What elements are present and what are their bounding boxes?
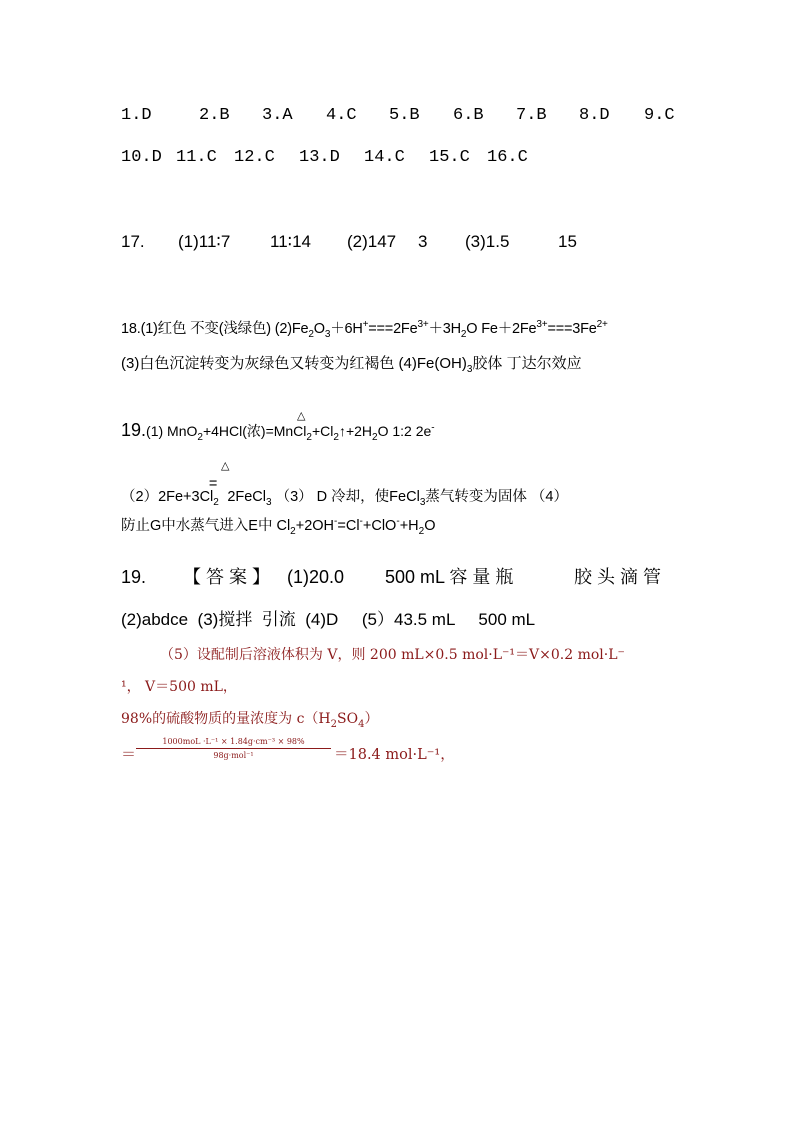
q17-part: (2)147 <box>347 232 397 251</box>
explanation-line-3 <box>121 708 378 728</box>
superscript: 3+ <box>417 319 429 331</box>
subscript: 4 <box>358 718 365 730</box>
q19-text: +2OH <box>295 518 335 534</box>
q17-part: (1)11∶7 <box>178 232 231 251</box>
q19-text: O <box>424 518 436 534</box>
q19b-line-1 <box>121 563 661 589</box>
q17-line <box>121 232 577 252</box>
subscript: 3 <box>466 364 473 375</box>
fraction-bar <box>136 748 331 749</box>
q19-text: =Cl <box>337 518 360 534</box>
q19a-line-3 <box>121 514 435 535</box>
q19-text: +4HCl(浓) <box>202 423 266 439</box>
q19-text: +H <box>399 518 419 534</box>
subscript: 2 <box>213 496 219 508</box>
subscript: 2 <box>306 431 312 443</box>
superscript: - <box>359 516 363 528</box>
q18-text: ===2Fe <box>368 321 418 337</box>
q19-text: （2）2Fe+3Cl <box>121 489 214 505</box>
explanation-text: SO <box>337 711 359 727</box>
subscript: 3 <box>419 496 426 508</box>
fraction-denominator: 98g·mol⁻¹ <box>213 751 254 760</box>
q19-part: (1)20.0 <box>287 567 345 587</box>
superscript: - <box>431 422 435 434</box>
subscript: 2 <box>197 431 203 443</box>
q17-part: (3)1.5 <box>465 232 510 251</box>
q19a-line-2 <box>121 476 568 508</box>
q18-text: O <box>313 321 325 337</box>
mc-answer: 10.D <box>121 148 162 167</box>
q19-text: 防止G中水蒸气进入E中 Cl <box>121 518 291 534</box>
q18-text: ===3Fe <box>547 321 597 337</box>
q18-text: (3)白色沉淀转变为灰绿色又转变为红褐色 (4)Fe(OH) <box>121 355 467 372</box>
subscript: 2 <box>460 328 467 340</box>
mc-answer: 3.A <box>262 106 293 125</box>
q19-text: +ClO <box>362 518 397 534</box>
heat-symbol-icon: △ <box>221 460 230 472</box>
explanation-text: （5）设配制后溶液体积为 V，则 200 mL×0.5 mol·L⁻¹＝V×0.2 mol·L⁻ <box>160 647 625 663</box>
q19-part: 胶 头 滴 管 <box>574 567 662 587</box>
q19-number: 19. <box>121 567 147 587</box>
mc-answer: 13.D <box>299 148 340 167</box>
q19-text: = <box>208 476 218 492</box>
q17-number: 17. <box>121 232 145 251</box>
equals-sign: ＝ <box>121 745 137 763</box>
q19a-line-1 <box>121 420 435 441</box>
q19-text: 2FeCl <box>227 489 266 505</box>
superscript: - <box>334 516 338 528</box>
explanation-line-2 <box>121 676 237 696</box>
q18-text: 胶体 丁达尔效应 <box>472 355 582 372</box>
q17-part: 3 <box>418 232 428 251</box>
q18-text: O Fe＋2Fe <box>466 321 537 337</box>
mc-answer: 2.B <box>199 106 230 125</box>
q19-text: ↑+2H <box>338 423 373 439</box>
explanation-text: ） <box>364 711 379 727</box>
answer-label: 【 答 案 】 <box>183 567 271 587</box>
q19-text: (1) MnO <box>146 423 198 439</box>
mc-answer: 11.C <box>176 148 217 167</box>
explanation-text: ¹， V＝500 mL， <box>121 679 237 695</box>
mc-answer: 6.B <box>453 106 484 125</box>
q19-text: (2)abdce (3)搅拌 引流 (4)D (5）43.5 mL 500 mL <box>121 610 536 629</box>
explanation-line-1 <box>160 644 625 664</box>
subscript: 2 <box>290 525 296 537</box>
fraction-numerator: 1000moL ·L⁻¹ × 1.84g·cm⁻³ × 98% <box>162 737 305 746</box>
mc-answer: 16.C <box>487 148 528 167</box>
mc-row-1 <box>121 106 675 125</box>
q18-text: (1)红色 不变(浅绿色) (2)Fe <box>140 321 309 337</box>
q19-text: O 1:2 2e <box>377 423 432 439</box>
q19b-line-2 <box>121 605 535 630</box>
mc-row-2 <box>121 148 528 167</box>
mc-answer: 1.D <box>121 106 152 125</box>
subscript: 2 <box>418 525 425 537</box>
q18-number: 18. <box>121 321 141 337</box>
q19-text: +Cl <box>311 423 334 439</box>
mc-answer: 4.C <box>326 106 357 125</box>
subscript: 2 <box>333 431 339 443</box>
subscript: 2 <box>308 328 314 340</box>
subscript: 2 <box>372 431 378 443</box>
mc-answer: 14.C <box>364 148 405 167</box>
fraction <box>136 736 331 761</box>
subscript: 3 <box>324 328 331 340</box>
q19-text: =MnCl <box>265 423 307 439</box>
mc-answer: 9.C <box>644 106 675 125</box>
mc-answer: 7.B <box>516 106 547 125</box>
mc-answer: 8.D <box>579 106 610 125</box>
mc-answer: 15.C <box>429 148 470 167</box>
superscript: - <box>396 516 400 528</box>
q18-line-1 <box>121 317 608 338</box>
subscript: 3 <box>266 496 272 508</box>
heat-symbol-icon: △ <box>297 410 306 422</box>
subscript: 2 <box>330 718 337 730</box>
mc-answer: 12.C <box>234 148 275 167</box>
q17-part: 15 <box>558 232 577 251</box>
q18-text: ＋6H <box>330 321 363 337</box>
q18-text: ＋3H <box>428 321 461 337</box>
superscript: 3+ <box>536 319 548 331</box>
q19-number: 19. <box>121 420 147 440</box>
q19-part: 500 mL 容 量 瓶 <box>385 567 514 587</box>
mc-answer: 5.B <box>389 106 420 125</box>
q19-text: （3） D 冷却，使FeCl <box>271 489 420 505</box>
superscript: + <box>362 319 369 331</box>
q17-part: 11∶14 <box>270 232 311 251</box>
explanation-text: 98%的硫酸物质的量浓度为 c（H <box>121 711 331 727</box>
equation-result: ＝18.4 mol·L⁻¹， <box>334 747 455 763</box>
superscript: 2+ <box>596 319 608 331</box>
q18-line-2 <box>121 352 582 373</box>
q19-text: 蒸气转变为固体 （4） <box>425 489 568 505</box>
